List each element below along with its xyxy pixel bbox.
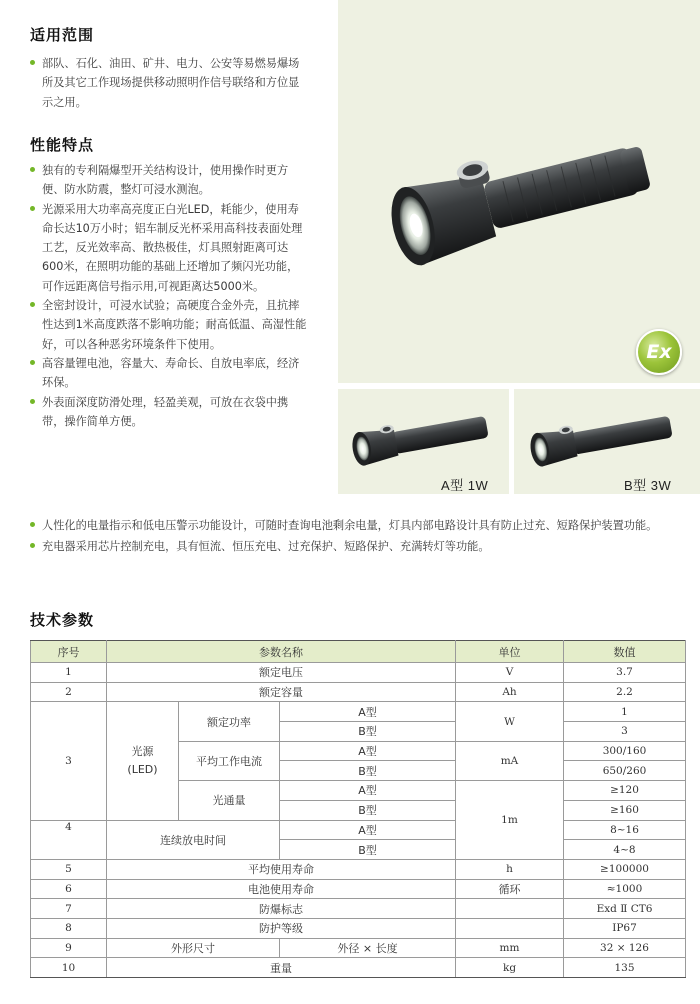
model-b-label: B型 3W xyxy=(624,478,672,493)
table-header-row xyxy=(31,641,686,663)
row-no: 10 xyxy=(31,958,107,978)
features-title: 性能特点 xyxy=(30,136,95,154)
scope-item: 部队、石化、油田、矿井、电力、公安等易燃易爆场所及其它工作现场提供移动照明作信号联络和方位显示之用。 xyxy=(30,54,308,112)
row-unit: 循环 xyxy=(456,879,564,899)
feature-item: 充电器采用芯片控制充电，具有恒流、恒压充电、过充保护、短路保护、充满转灯等功能。 xyxy=(30,537,690,556)
header-value: 数值 xyxy=(564,641,686,663)
features-list xyxy=(30,161,308,431)
feature-item: 外表面深度防滑处理，轻盈美观，可放在衣袋中携带，操作简单方便。 xyxy=(30,393,308,432)
row-name: 防爆标志 xyxy=(107,899,456,919)
feature-item: 全密封设计，可浸水试验；高硬度合金外壳，且抗摔性达到1米高度跌落不影响功能；耐高低温、高湿性能好，可以各种恶劣环境条件下使用。 xyxy=(30,296,308,354)
row-type: A型 xyxy=(280,820,456,840)
header-no: 序号 xyxy=(31,641,107,663)
feature-item: 光源采用大功率高亮度正白光LED，耗能少，使用寿命长达10万小时；铝车制反光杯采用高科技表面处理工艺，反光效率高、散热极佳，灯具照射距离可达600米，在照明功能的基础上还增加了频闪光功能，可作远距离信号指示用,可视距离达5000米。 xyxy=(30,200,308,296)
row-value: 8~16 xyxy=(564,820,686,840)
flashlight-b-image xyxy=(514,389,700,494)
row-value: ≥120 xyxy=(564,781,686,801)
row-unit: W xyxy=(456,702,564,741)
table-row xyxy=(31,820,686,840)
header-unit: 单位 xyxy=(456,641,564,663)
row-name: 额定电压 xyxy=(107,663,456,683)
row-value: IP67 xyxy=(564,918,686,938)
row-no: 7 xyxy=(31,899,107,919)
table-row xyxy=(31,663,686,683)
row-group-light-source: 光源 (LED) xyxy=(107,702,179,820)
row-value: Exd Ⅱ CT6 xyxy=(564,899,686,919)
row-no: 1 xyxy=(31,663,107,683)
row-name: 额定容量 xyxy=(107,682,456,702)
row-subname: 外径 × 长度 xyxy=(280,938,456,958)
row-name: 重量 xyxy=(107,958,456,978)
table-row xyxy=(31,918,686,938)
row-value: 32 × 126 xyxy=(564,938,686,958)
row-unit: 1m xyxy=(456,781,564,860)
row-type: B型 xyxy=(280,722,456,742)
row-no: 5 xyxy=(31,859,107,879)
row-name: 连续放电时间 xyxy=(107,820,280,859)
row-value: 650/260 xyxy=(564,761,686,781)
row-name: 防护等级 xyxy=(107,918,456,938)
table-row xyxy=(31,938,686,958)
tech-params-table xyxy=(30,640,686,978)
table-row xyxy=(31,899,686,919)
row-type: B型 xyxy=(280,800,456,820)
row-unit: h xyxy=(456,859,564,879)
tech-params-title: 技术参数 xyxy=(30,611,95,629)
model-a-label: A型 1W xyxy=(441,478,489,493)
row-type: A型 xyxy=(280,781,456,801)
row-unit: Ah xyxy=(456,682,564,702)
features-list-wide xyxy=(30,516,690,557)
row-name: 光通量 xyxy=(179,781,280,820)
row-value: 135 xyxy=(564,958,686,978)
row-value: 300/160 xyxy=(564,741,686,761)
table-row xyxy=(31,682,686,702)
main-product-panel xyxy=(338,0,700,383)
row-unit: V xyxy=(456,663,564,683)
row-value: ≥160 xyxy=(564,800,686,820)
ex-certification-badge: Ex xyxy=(636,329,682,375)
row-unit: kg xyxy=(456,958,564,978)
feature-item: 高容量锂电池，容量大、寿命长、自放电率底，经济环保。 xyxy=(30,354,308,393)
flashlight-main-image xyxy=(338,0,700,383)
row-value: 3 xyxy=(564,722,686,742)
row-name: 额定功率 xyxy=(179,702,280,741)
row-value: ≥100000 xyxy=(564,859,686,879)
feature-item: 人性化的电量指示和低电压警示功能设计，可随时查询电池剩余电量，灯具内部电路设计具有防止过充、短路保护装置功能。 xyxy=(30,516,690,535)
row-no: 3 xyxy=(31,702,107,820)
row-no: 8 xyxy=(31,918,107,938)
row-type: A型 xyxy=(280,741,456,761)
scope-title: 适用范围 xyxy=(30,26,95,44)
row-no: 2 xyxy=(31,682,107,702)
row-value: 2.2 xyxy=(564,682,686,702)
row-unit: mA xyxy=(456,741,564,780)
row-name: 平均工作电流 xyxy=(179,741,280,780)
row-name: 平均使用寿命 xyxy=(107,859,456,879)
feature-item: 独有的专利隔爆型开关结构设计，使用操作时更方便、防水防震，整灯可浸水测泡。 xyxy=(30,161,308,200)
table-row xyxy=(31,702,686,722)
row-unit: mm xyxy=(456,938,564,958)
row-type: B型 xyxy=(280,761,456,781)
row-type: A型 xyxy=(280,702,456,722)
row-value: 1 xyxy=(564,702,686,722)
row-unit xyxy=(456,899,564,919)
row-name: 外形尺寸 xyxy=(107,938,280,958)
row-value: ≈1000 xyxy=(564,879,686,899)
table-row xyxy=(31,879,686,899)
row-type: B型 xyxy=(280,840,456,860)
header-param-name: 参数名称 xyxy=(107,641,456,663)
row-value: 3.7 xyxy=(564,663,686,683)
table-row xyxy=(31,859,686,879)
row-no: 4 xyxy=(31,820,107,859)
model-b-panel xyxy=(514,389,700,494)
table-row xyxy=(31,958,686,978)
scope-list xyxy=(30,54,308,112)
row-no: 9 xyxy=(31,938,107,958)
row-value: 4~8 xyxy=(564,840,686,860)
row-name: 电池使用寿命 xyxy=(107,879,456,899)
row-no: 6 xyxy=(31,879,107,899)
row-unit xyxy=(456,918,564,938)
